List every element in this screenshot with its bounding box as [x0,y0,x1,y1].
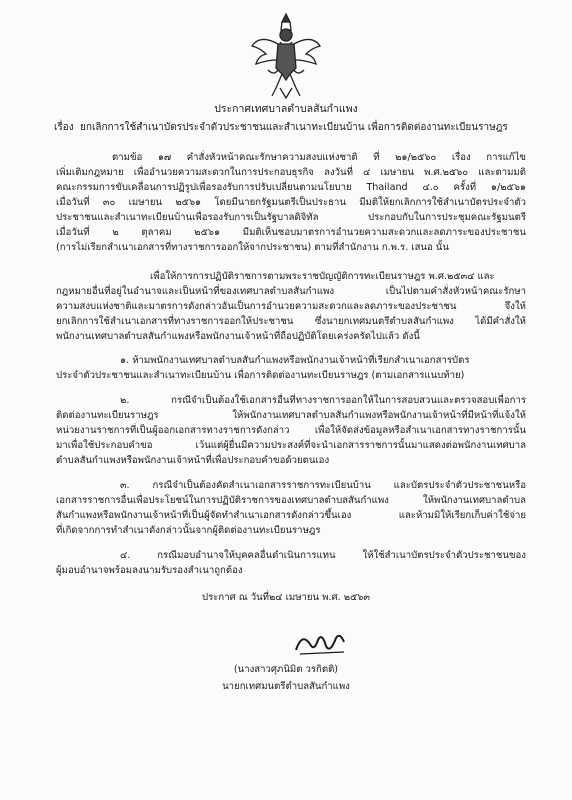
body-line: ๔. กรณีมอบอำนาจให้บุคคลอื่นดำเนินการแทน ให้ใช้สำเนาบัตรประจำตัวประชาชนของ [120,550,526,561]
body-line: ตามข้อ ๑๗ คำสั่งหัวหน้าคณะรักษาความสงบแห่งชาติ ที่ ๒๑/๒๕๖๐ เรื่อง การแก้ไข [112,152,526,163]
body-line: ตำบลสันกำแพงหรือพนักงานเจ้าหน้าที่เพื่อประกอบคำขอด้วยตนเอง [56,455,330,466]
body-line: เอกสารราชการอื่นเพื่อประโยชน์ในการปฏิบัติราชการของเทศบาลตำบลสันกำแพง ให้พนักงานเทศบาลตำบล [56,495,526,506]
body-line: เมื่อวันที่ ๒ ตุลาคม ๒๕๖๑ มีมติเห็นชอบมาตรการอำนวยความสะดวกและลดภาระของประชาชน [56,227,526,238]
body-line: คณะกรรมการขับเคลื่อนการปฏิรูปเพื่อรองรับการปรับเปลี่ยนตามนโยบาย Thailand ๔.๐ ครั้งที่ ๑/๒๕๖๑ [56,182,526,193]
subject-label: เรื่อง [54,122,74,133]
signer-name: (นางสาวศุภนิมิต วรกิตติ) [233,664,339,675]
body-line: เมื่อวันที่ ๓๐ เมษายน ๒๕๖๑ โดยมีนายกรัฐมนตรีเป็นประธาน มีมติให้ยกเลิกการใช้สำเนาบัตรประจำตัว [56,197,526,208]
document-subject [54,122,508,133]
body-line: (การไม่เรียกสำเนาเอกสารที่ทางราชการออกให้จากประชาชน) ตามที่สำนักงาน ก.พ.ร. เสนอ นั้น [56,242,449,253]
body-line: กฎหมายอื่นที่อยู่ในอำนาจและเป็นหน้าที่ของเทศบาลตำบลสันกำแพง เป็นไปตามคำสั่งหัวหน้าคณะรักษา [56,286,526,297]
document-title: ประกาศเทศบาลตำบลสันกำแพง [214,103,358,115]
body-line: ยกเลิกการใช้สำเนาเอกสารที่ทางราชการออกให้ประชาชน ซึ่งนายกเทศมนตรีตำบลสันกำแพง ได้มีคำสั่งให้ [56,316,526,327]
body-line: มาเพื่อใช้ประกอบคำขอ เว้นแต่ผู้ยื่นมีความประสงค์ที่จะนำเอกสารราชการนั้นมาแสดงต่อพนักงานเทศบาล [56,440,526,451]
body-line: ๓. กรณีจำเป็นต้องคัดสำเนาเอกสารราชการทะเบียนบ้าน และบัตรประจำตัวประชาชนหรือ [120,480,526,491]
body-line: ประจำตัวประชาชนและสำเนาทะเบียนบ้าน เพื่อการติดต่องานทะเบียนราษฎร (ตามเอกสารแนบท้าย) [56,370,465,381]
handwritten-signature-icon [292,630,352,658]
body-line: เพิ่มเติมกฎหมาย เพื่ออำนวยความสะดวกในการประกอบธุรกิจ ลงวันที่ ๔ เมษายน พ.ศ.๒๕๖๐ และตามมติ [56,167,526,178]
garuda-emblem-icon [246,10,326,102]
body-line: ติดต่องานทะเบียนราษฎร ให้พนักงานเทศบาลตำบลสันกำแพงหรือพนักงานเจ้าหน้าที่มีหน้าที่แจ้งให้ [56,410,526,421]
body-line: ๒. กรณีจำเป็นต้องใช้เอกสารอื่นที่ทางราชการออกให้ในการสอบสวนและตรวจสอบเพื่อการ [120,395,526,406]
body-line: ความสงบแห่งชาติและมาตรการดังกล่าวอันเป็นการอำนวยความสะดวกและลดภาระของประชาชน จึงให้ [56,301,526,312]
announce-date: ประกาศ ณ วันที่๒๔ เมษายน พ.ศ. ๒๕๖๓ [202,592,370,603]
body-line: ๑. ห้ามพนักงานเทศบาลตำบลสันกำแพงหรือพนักงานเจ้าหน้าที่เรียกสำเนาเอกสารบัตร [120,355,470,366]
signer-position: นายกเทศมนตรีตำบลสันกำแพง [222,681,350,692]
body-line: สันกำแพงหรือพนักงานเจ้าหน้าที่เป็นผู้จัดทำสำเนาเอกสารดังกล่าวขึ้นเอง และห้ามมิให้เรียกเก็บค่าใช้จ่าย [56,510,526,521]
body-line: เพื่อให้การการปฏิบัติราชการตามพระราชบัญญัติการทะเบียนราษฎร พ.ศ.๒๕๓๔ และ [150,271,495,282]
body-line: ผู้มอบอำนาจพร้อมลงนามรับรองสำเนาถูกต้อง [56,565,243,576]
body-line: ที่เกิดจากการทำสำเนาดังกล่าวนั้นจากผู้ติดต่องานทะเบียนราษฎร [56,525,321,536]
body-line: ประชาชนและสำเนาทะเบียนบ้านเพื่อรองรับการเป็นรัฐบาลดิจิทัล ประกอบกับในการประชุมคณะรัฐมนตรี [56,212,526,223]
body-line: หน่วยงานราชการที่เป็นผู้ออกเอกสารทางราชการดังกล่าว เพื่อให้จัดส่งข้อมูลหรือสำเนาเอกสารทางราชการนั้น [56,425,526,436]
subject-text: ยกเลิกการใช้สำเนาบัตรประจำตัวประชาชนและสำเนาทะเบียนบ้าน เพื่อการติดต่องานทะเบียนราษฎร [80,122,508,133]
body-line: พนักงานเทศบาลตำบลสันกำแพงหรือพนักงานเจ้าหน้าที่ถือปฏิบัติโดยเคร่งครัดไปแล้ว ดังนี้ [56,331,420,342]
